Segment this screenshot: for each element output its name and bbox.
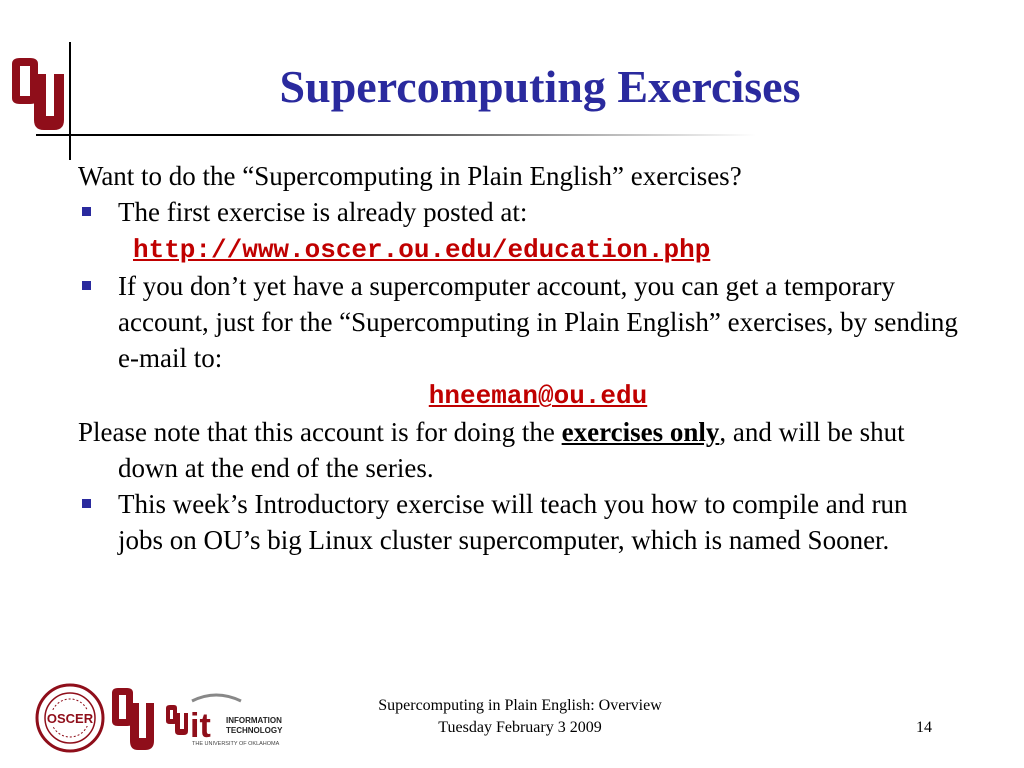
svg-text:INFORMATION: INFORMATION xyxy=(226,716,282,725)
email-link-line xyxy=(78,376,958,414)
header-vertical-rule xyxy=(69,42,71,160)
note-before: Please note that this account is for doing the xyxy=(78,417,562,447)
education-link-line xyxy=(78,230,958,268)
bullet-square-icon xyxy=(82,281,91,290)
education-link[interactable]: http://www.oscer.ou.edu/education.php xyxy=(133,235,711,265)
page-number: 14 xyxy=(916,719,932,736)
intro-text: Want to do the “Supercomputing in Plain English” exercises? xyxy=(78,161,742,191)
email-link[interactable]: hneeman@ou.edu xyxy=(428,381,648,411)
footer-line2: Tuesday February 3 2009 xyxy=(438,719,602,736)
slide-title: Supercomputing Exercises xyxy=(279,61,801,112)
header-horizontal-rule xyxy=(36,134,756,136)
note-text xyxy=(78,414,958,486)
bullet-text: This week’s Introductory exercise will teach you how to compile and run jobs on OU’s big Linux cluster supercomputer, which is named Sooner. xyxy=(118,489,908,555)
bullet-text: If you don’t yet have a supercomputer account, you can get a temporary account, just for the “Supercomputing in Plain English” exercises, by sending e-mail to: xyxy=(118,271,958,373)
footer-logos xyxy=(26,683,296,753)
footer-caption xyxy=(330,695,710,739)
svg-text:OSCER: OSCER xyxy=(46,711,94,726)
bullet-square-icon xyxy=(82,499,91,508)
svg-text:THE UNIVERSITY OF OKLAHOMA: THE UNIVERSITY OF OKLAHOMA xyxy=(192,741,280,747)
bullet-item xyxy=(78,486,958,558)
note-emphasis: exercises only xyxy=(561,417,720,447)
slide-body xyxy=(78,158,958,558)
ou-logo-icon xyxy=(8,56,66,134)
svg-text:it: it xyxy=(190,707,211,745)
bullet-text: The first exercise is already posted at: xyxy=(118,197,528,227)
note-after: , and will be shut down at the end of the series. xyxy=(118,417,905,483)
bullet-item xyxy=(78,194,958,230)
svg-text:TECHNOLOGY: TECHNOLOGY xyxy=(226,726,283,735)
oscer-seal-icon xyxy=(37,685,103,751)
footer-line1: Supercomputing in Plain English: Overview xyxy=(378,697,662,714)
bullet-item xyxy=(78,268,958,376)
bullet-square-icon xyxy=(82,207,91,216)
it-logo-icon xyxy=(166,695,283,747)
ou-footer-logo-icon xyxy=(112,688,154,750)
